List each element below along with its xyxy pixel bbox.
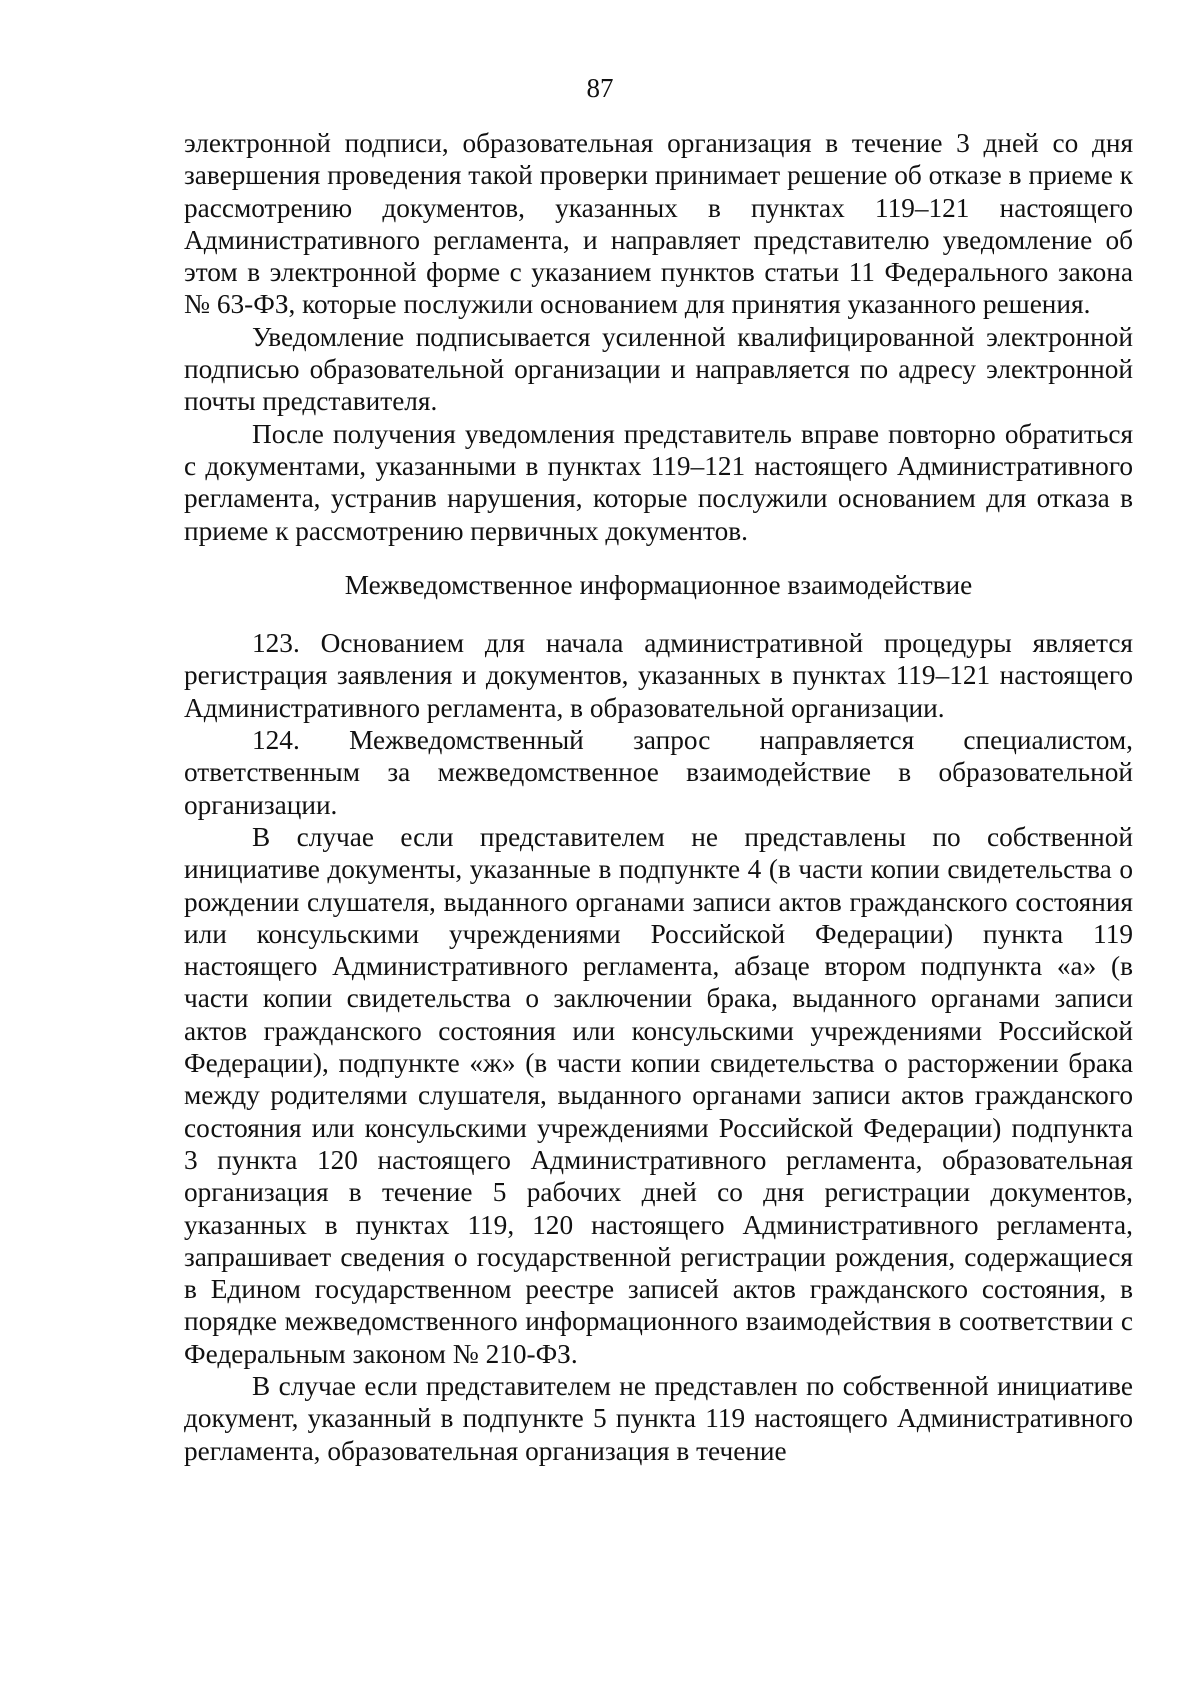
paragraph-notification-signing: Уведомление подписывается усиленной квалифицированной электронной подписью образовательной организации и направляется по адресу электронной почты представителя. — [184, 321, 1133, 417]
paragraph-birth-registration-request: В случае если представителем не представлены по собственной инициативе документы, указанные в подпункте 4 (в части копии свидетельства о рождении слушателя, выданного органами записи актов гражданского состояния или консульскими учреждениями Российской Федерации) пункта 119 настоящего Административного регламента, абзаце втором подпункта «а» (в части копии свидетельства о заключении брака, выданного органами записи актов гражданского состояния или консульскими учреждениями Российской Федерации), подпункте «ж» (в части копии свидетельства о расторжении брака между родителями слушателя, выданного органами записи актов гражданского состояния или консульскими учреждениями Российской Федерации) подпункта 3 пункта 120 настоящего Административного регламента, образовательная организация в течение 5 рабочих дней со дня регистрации документов, указанных в пунктах 119, 120 настоящего Административного регламента, запрашивает сведения о государственной регистрации рождения, содержащиеся в Едином государственном реестре записей актов гражданского состояния, в порядке межведомственного информационного взаимодействия в соответствии с Федеральным законом № 210-ФЗ. — [184, 821, 1133, 1369]
document-body — [184, 127, 1133, 1467]
paragraph-document-request: В случае если представителем не представлен по собственной инициативе документ, указанный в подпункте 5 пункта 119 настоящего Административного регламента, образовательная организация в течение — [184, 1370, 1133, 1466]
section-heading: Межведомственное информационное взаимодействие — [344, 569, 973, 600]
paragraph-123: 123. Основанием для начала административной процедуры является регистрация заявления и документов, указанных в пунктах 119–121 настоящего Административного регламента, в образовательной организации. — [184, 628, 1133, 723]
page-number: 87 — [586, 73, 614, 103]
paragraph-124: 124. Межведомственный запрос направляется специалистом, ответственным за межведомственное взаимодействие в образовательной организации. — [184, 725, 1133, 820]
paragraph-continuation: электронной подписи, образовательная организация в течение 3 дней со дня завершения проведения такой проверки принимает решение об отказе в приеме к рассмотрению документов, указанных в пунктах 119–121 настоящего Административного регламента, и направляет представителю уведомление об этом в электронной форме с указанием пунктов статьи 11 Федерального закона № 63-ФЗ, которые послужили основанием для принятия указанного решения. — [184, 128, 1133, 320]
paragraph-repeat-application: После получения уведомления представитель вправе повторно обратиться с документами, указанными в пунктах 119–121 настоящего Административного регламента, устранив нарушения, которые послужили основанием для отказа в приеме к рассмотрению первичных документов. — [184, 418, 1133, 546]
